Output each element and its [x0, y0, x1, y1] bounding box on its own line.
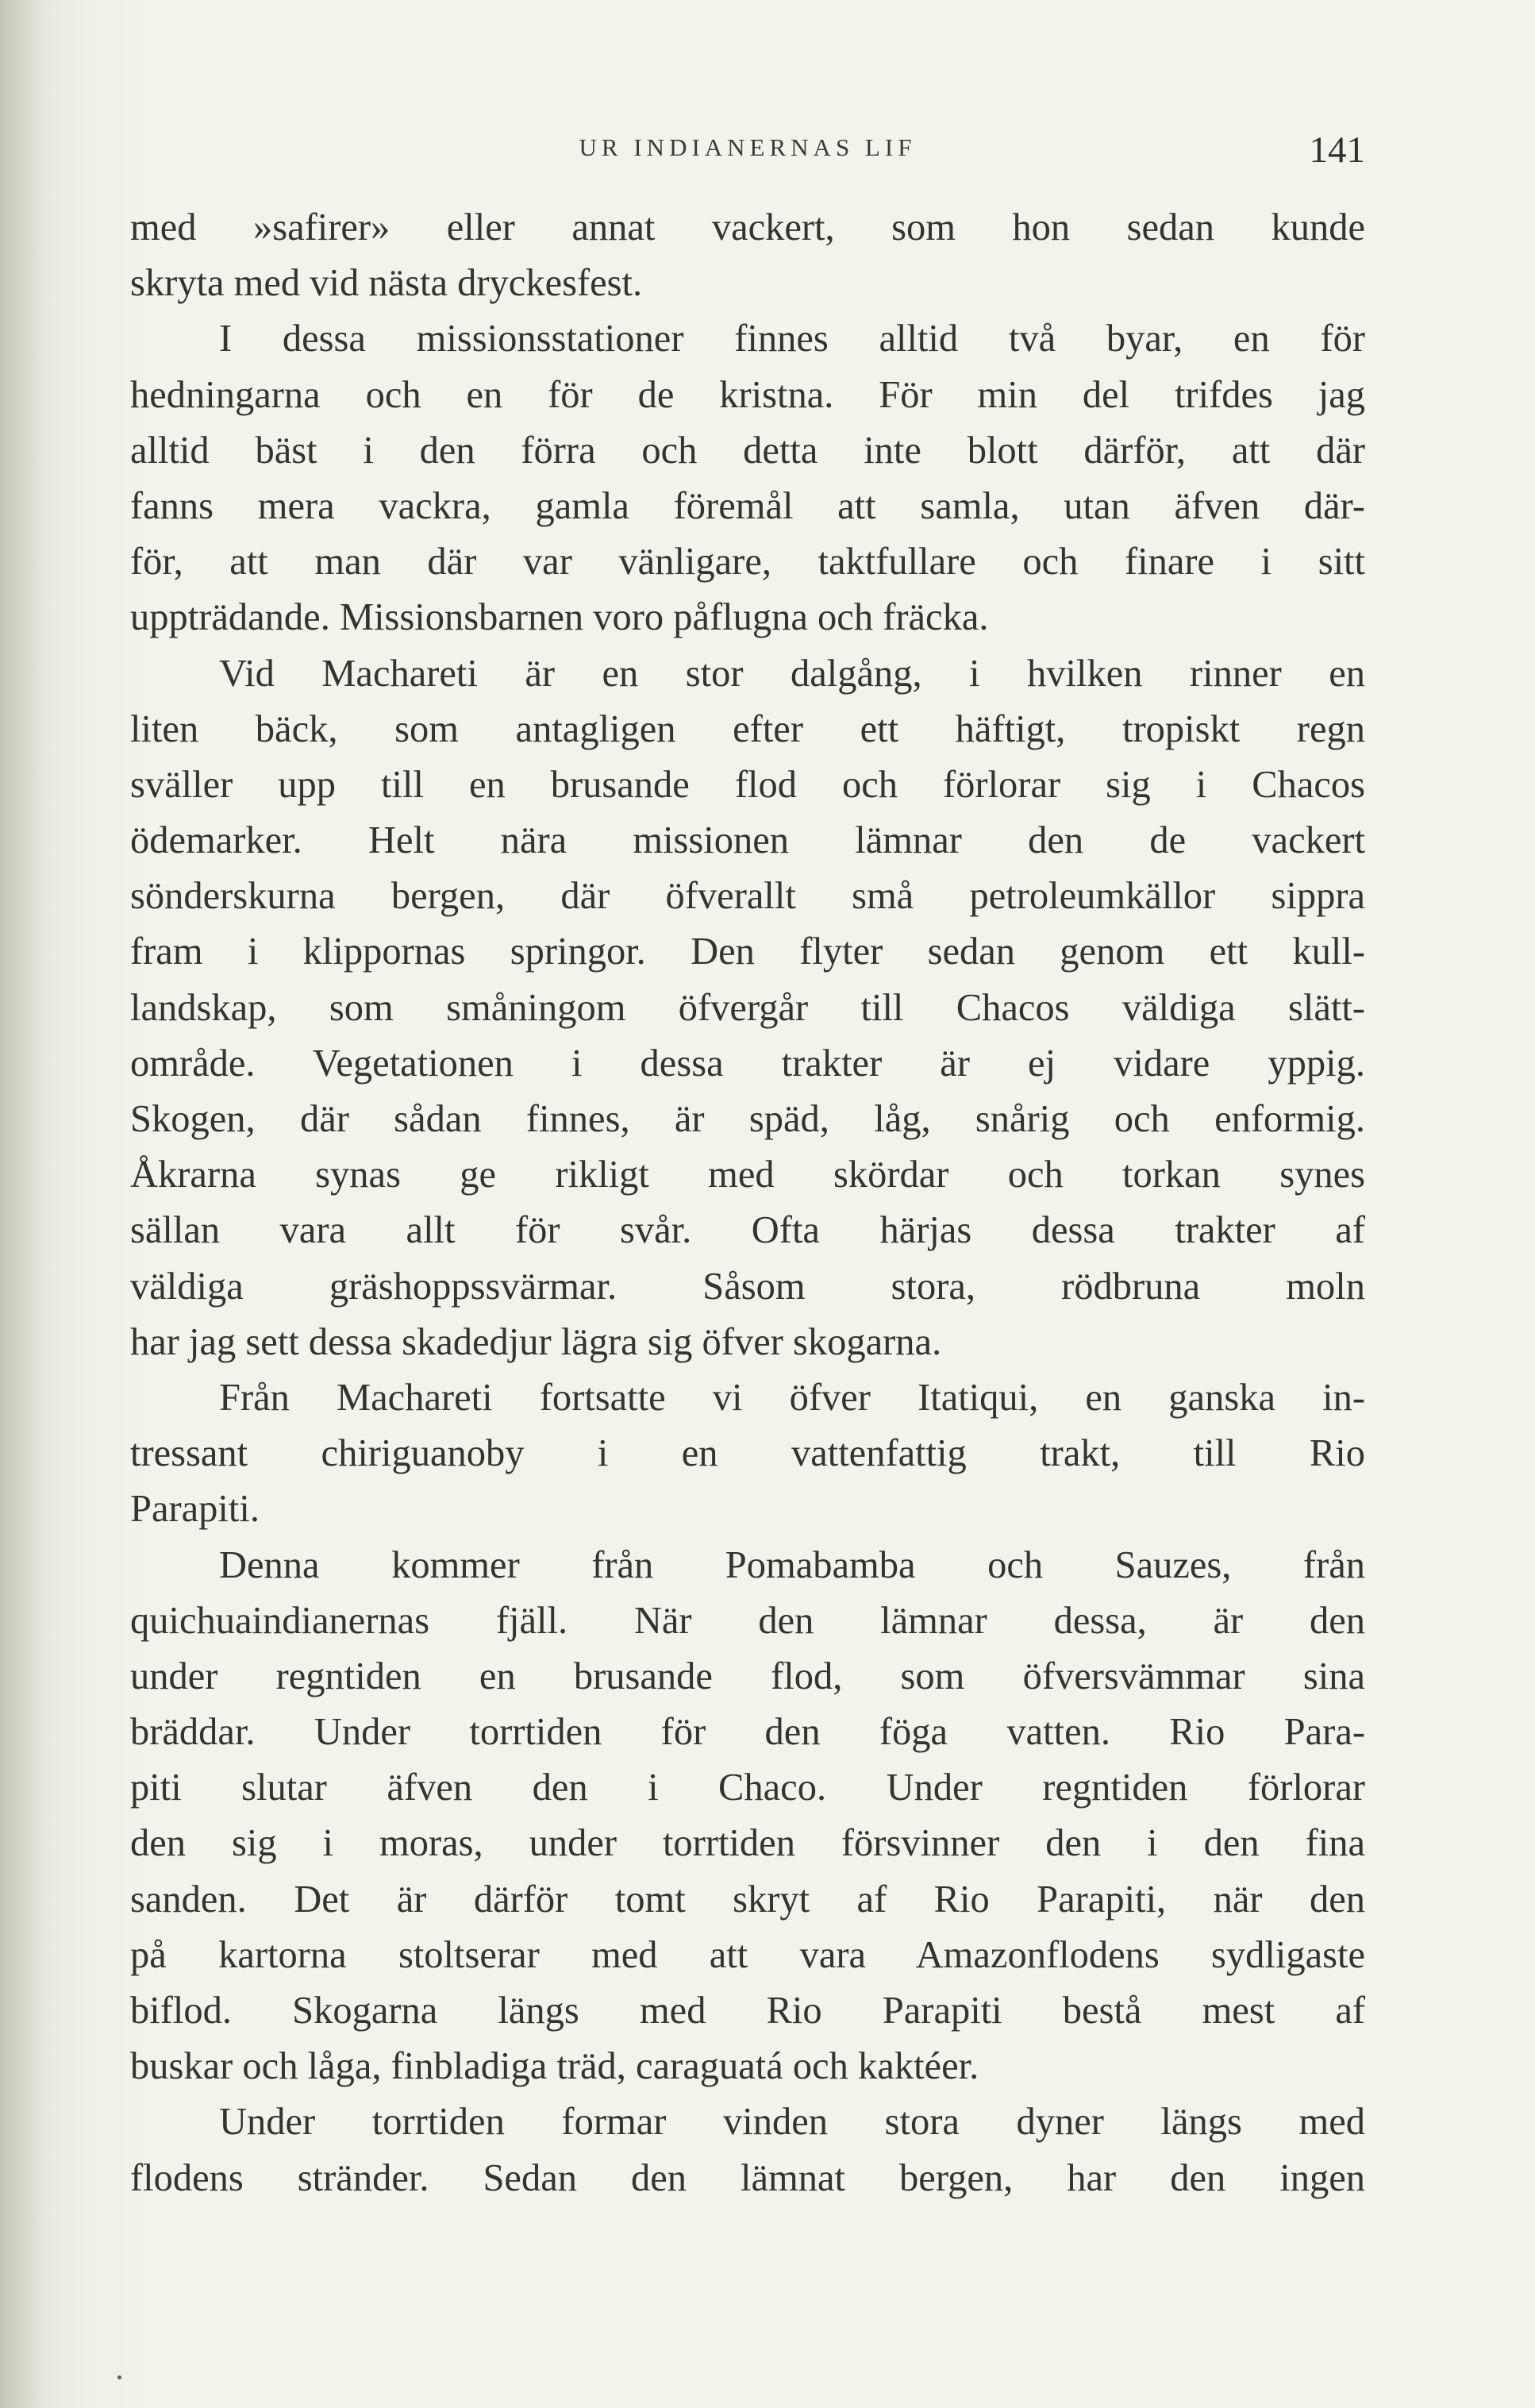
text-line: Under torrtiden formar vinden stora dyner längs med — [219, 2101, 1365, 2144]
text-line: område. Vegetationen i dessa trakter är ej vidare yppig. — [130, 1042, 1365, 1085]
text-line: skryta med vid nästa dryckesfest. — [130, 262, 643, 305]
text-line: fram i klippornas springor. Den flyter sedan genom ett kull- — [130, 930, 1365, 973]
text-line: väldiga gräshoppssvärmar. Såsom stora, rödbruna moln — [130, 1265, 1365, 1308]
text-line: biflod. Skogarna längs med Rio Parapiti bestå mest af — [130, 1990, 1365, 2032]
text-line: Parapiti. — [130, 1488, 260, 1531]
text-line: ödemarker. Helt nära missionen lämnar den de vackert — [130, 819, 1365, 862]
text-line: för, att man där var vänligare, taktfullare och finare i sitt — [130, 541, 1365, 584]
text-line: bräddar. Under torrtiden för den föga vatten. Rio Para- — [130, 1711, 1365, 1754]
text-line: flodens stränder. Sedan den lämnat bergen, har den ingen — [130, 2156, 1365, 2199]
text-line: Denna kommer från Pomabamba och Sauzes, från — [219, 1543, 1365, 1586]
text-line: Från Machareti fortsatte vi öfver Itatiqui, en ganska in- — [219, 1376, 1365, 1419]
text-line: med »safirer» eller annat vackert, som hon sedan kunde — [130, 206, 1365, 249]
text-line: har jag sett dessa skadedjur lägra sig öfver skogarna. — [130, 1320, 942, 1363]
text-line: Vid Machareti är en stor dalgång, i hvilken rinner en — [219, 652, 1365, 695]
text-line: tressant chiriguanoby i en vattenfattig trakt, till Rio — [130, 1432, 1365, 1475]
text-line: under regntiden en brusande flod, som öfversvämmar sina — [130, 1655, 1365, 1697]
text-line: I dessa missionsstationer finnes alltid två byar, en för — [219, 318, 1365, 360]
page-header — [130, 129, 1365, 176]
text-line: fanns mera vackra, gamla föremål att samla, utan äfven där- — [130, 484, 1365, 527]
text-line: sällan vara allt för svår. Ofta härjas dessa trakter af — [130, 1209, 1365, 1252]
running-title: UR INDIANERNAS LIF — [579, 133, 917, 161]
text-line: sanden. Det är därför tomt skryt af Rio Parapiti, när den — [130, 1878, 1365, 1921]
paper-speck — [117, 2375, 121, 2379]
spine-shadow — [0, 0, 48, 2408]
text-line: på kartorna stoltserar med att vara Amazonflodens sydligaste — [130, 1933, 1365, 1976]
text-line: sönderskurna bergen, där öfverallt små petroleumkällor sippra — [130, 875, 1365, 918]
text-line: quichuaindianernas fjäll. När den lämnar dessa, är den — [130, 1599, 1365, 1642]
text-line: Skogen, där sådan finnes, är späd, låg, snårig och enformig. — [130, 1098, 1365, 1140]
text-line: buskar och låga, finbladiga träd, caraguatá och kaktéer. — [130, 2045, 979, 2088]
body-text — [130, 200, 1365, 2206]
text-line: uppträdande. Missionsbarnen voro påflugna och fräcka. — [130, 596, 989, 639]
text-line: sväller upp till en brusande flod och förlorar sig i Chacos — [130, 763, 1365, 806]
text-line: landskap, som småningom öfvergår till Chacos väldiga slätt- — [130, 986, 1365, 1029]
page-number: 141 — [1309, 129, 1365, 171]
text-line: hedningarna och en för de kristna. För min del trifdes jag — [130, 373, 1365, 416]
text-line: liten bäck, som antagligen efter ett häftigt, tropiskt regn — [130, 707, 1365, 750]
text-line: Åkrarna synas ge rikligt med skördar och torkan synes — [130, 1154, 1365, 1196]
text-line: piti slutar äfven den i Chaco. Under regntiden förlorar — [130, 1767, 1365, 1809]
text-line: den sig i moras, under torrtiden försvinner den i den fina — [130, 1822, 1365, 1865]
text-line: alltid bäst i den förra och detta inte blott därför, att där — [130, 429, 1365, 472]
